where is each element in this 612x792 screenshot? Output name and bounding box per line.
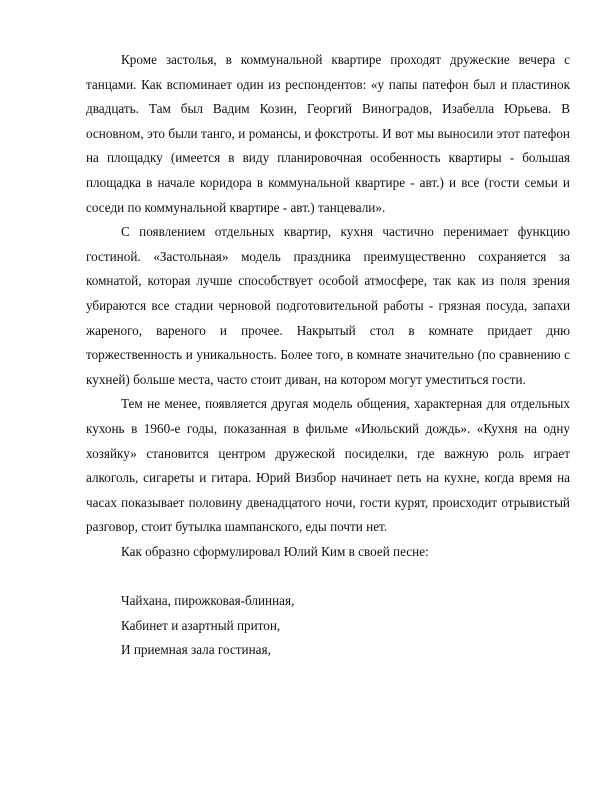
document-body [86,48,570,663]
paragraph-kitchen-model: Тем не менее, появляется другая модель общения, характерная для отдельных кухонь в 1960-е годы, показанная в фильме «Июльский дождь». «Кухня на одну хозяйку» становится центром дружеской посиделки, где важную роль играет алкоголь, сигареты и гитара. Юрий Визбор начинает петь на кухне, когда время на часах показывает половину двенадцатого ночи, гости курят, происходит отрывистый разговор, стоит бутылка шампанского, еды почти нет. [86,396,570,535]
verse-quote [86,589,570,663]
verse-line: Чайхана, пирожковая-блинная, [121,593,295,609]
verse-line: И приемная зала гостиная, [121,642,271,658]
paragraph-gramophone-evenings: Кроме застолья, в коммунальной квартире проходят дружеские вечера с танцами. Как вспоминает один из респондентов: «у папы патефон был и пластинок двадцать. Там был Вадим Козин, Георгий Виноградов, Изабелла Юрьева. В основном, это были танго, и романсы, и фокстроты. И вот мы выносили этот патефон на площадку (имеется в виду планировочная особенность квартиры - большая площадка в начале коридора в коммунальной квартире - авт.) и все (гости семьи и соседи по коммунальной квартире - авт.) танцевали». [86,52,570,215]
verse-spacer [86,564,570,589]
verse-introduction: Как образно сформулировал Юлий Ким в своей песне: [121,543,429,559]
verse-line: Кабинет и азартный притон, [121,617,281,633]
paragraph-separate-apartments: С появлением отдельных квартир, кухня частично перенимает функцию гостиной. «Застольная» модель праздника преимущественно сохраняется за комнатой, которая лучше способствует особой атмосфере, так как из поля зрения убираются все стадии черновой подготовительной работы - грязная посуда, запахи жареного, вареного и прочее. Накрытый стол в комнате придает дню торжественность и уникальность. Более того, в комнате значительно (по сравнению с кухней) больше места, часто стоит диван, на котором могут уместиться гости. [86,224,570,387]
